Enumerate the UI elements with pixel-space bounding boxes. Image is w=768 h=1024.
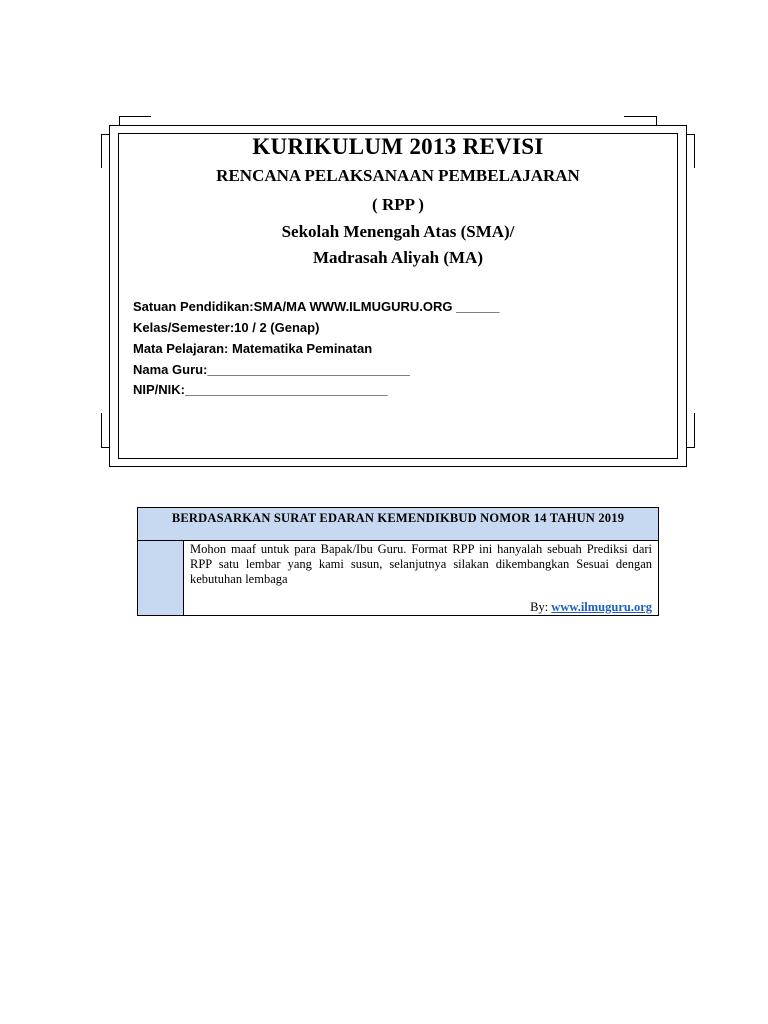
frame-ornament bbox=[119, 458, 239, 459]
school-type-ma: Madrasah Aliyah (MA) bbox=[313, 248, 483, 267]
frame-ornament bbox=[101, 134, 102, 168]
notice-credit-label: By: bbox=[530, 600, 549, 614]
field-kelas-semester: Kelas/Semester:10 / 2 (Genap) bbox=[133, 320, 320, 335]
field-satuan-pendidikan: Satuan Pendidikan:SMA/MA WWW.ILMUGURU.ORG ______ bbox=[133, 299, 500, 314]
notice-side-cell bbox=[138, 541, 184, 615]
frame-ornament bbox=[119, 116, 151, 117]
document-subtitle: RENCANA PELAKSANAAN PEMBELAJARAN bbox=[216, 166, 580, 185]
notice-credit bbox=[530, 600, 652, 615]
frame-ornament bbox=[694, 134, 695, 168]
notice-body-text: Mohon maaf untuk para Bapak/Ibu Guru. Format RPP ini hanyalah sebuah Prediksi dari RPP satu lembar yang kami susun, selanjutnya silakan dikembangkan Sesuai dengan kebutuhan lembaga bbox=[190, 542, 652, 586]
document-abbreviation: ( RPP ) bbox=[372, 195, 424, 214]
frame-ornament bbox=[101, 134, 110, 135]
frame-ornament bbox=[101, 447, 110, 448]
frame-ornament bbox=[101, 413, 102, 447]
notice-heading: BERDASARKAN SURAT EDARAN KEMENDIKBUD NOMOR 14 TAHUN 2019 bbox=[138, 508, 658, 541]
frame-ornament bbox=[624, 116, 656, 117]
frame-ornament bbox=[656, 116, 657, 126]
frame-ornament bbox=[694, 413, 695, 447]
frame-ornament bbox=[686, 134, 695, 135]
field-nama-guru: Nama Guru:____________________________ bbox=[133, 362, 410, 377]
school-type-sma: Sekolah Menengah Atas (SMA)/ bbox=[281, 222, 515, 241]
document-title: KURIKULUM 2013 REVISI bbox=[252, 134, 544, 159]
field-nip-nik: NIP/NIK:____________________________ bbox=[133, 382, 388, 397]
frame-ornament bbox=[686, 447, 695, 448]
notice-credit-link[interactable]: www.ilmuguru.org bbox=[551, 600, 652, 614]
field-mata-pelajaran: Mata Pelajaran: Matematika Peminatan bbox=[133, 341, 373, 356]
frame-ornament bbox=[119, 116, 120, 126]
notice-box bbox=[137, 507, 659, 616]
frame-ornament bbox=[566, 458, 678, 459]
